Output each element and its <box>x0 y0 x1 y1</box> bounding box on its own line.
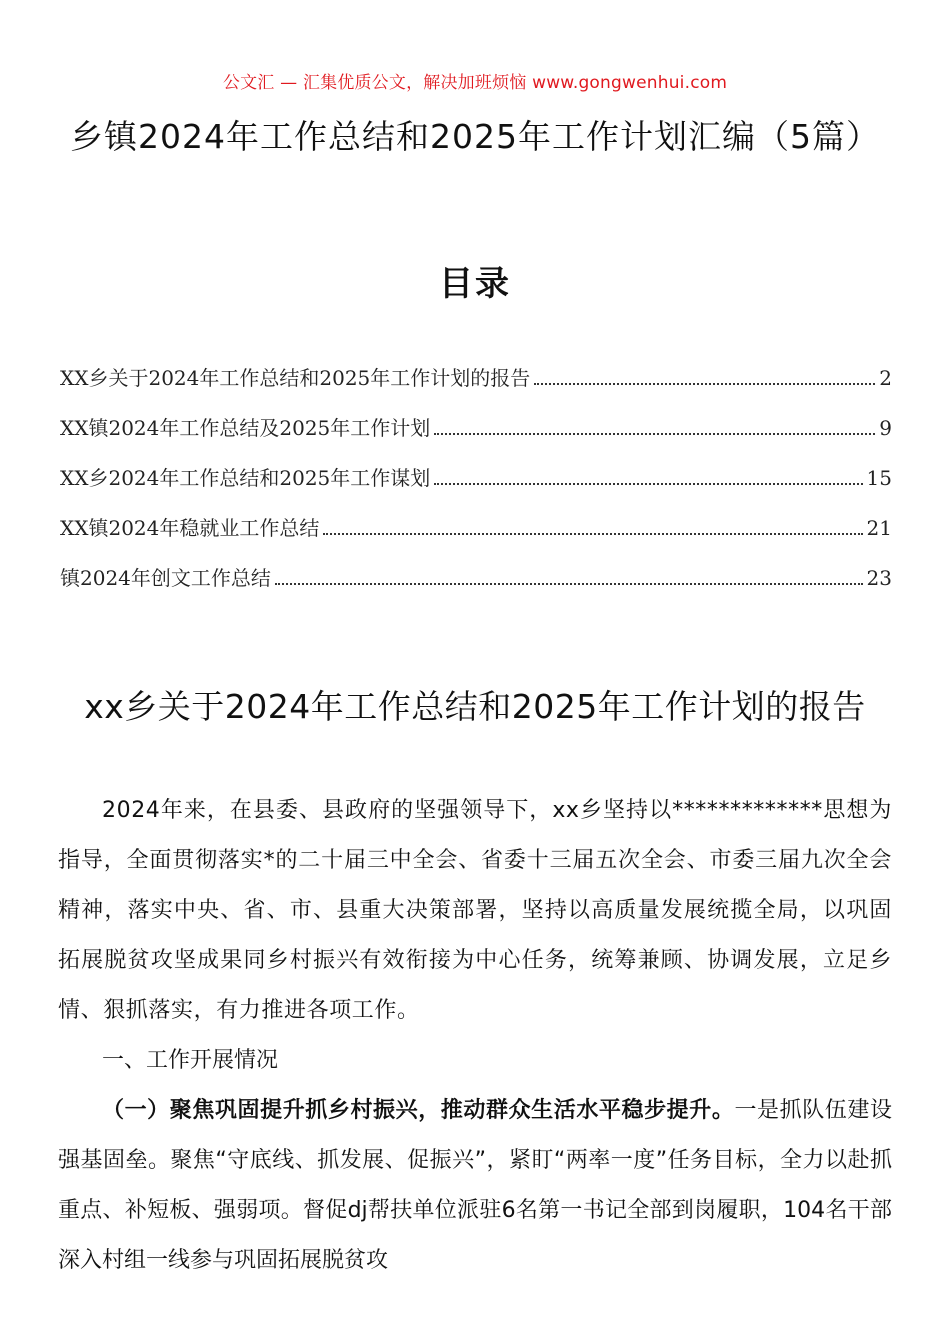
section-title: xx乡关于2024年工作总结和2025年工作计划的报告 <box>84 687 866 726</box>
document-title: 乡镇2024年工作总结和2025年工作计划汇编（5篇） <box>70 117 880 156</box>
toc-leader-dots <box>323 532 862 535</box>
header-banner[interactable]: 公文汇 — 汇集优质公文，解决加班烦恼 www.gongwenhui.com <box>222 73 728 93</box>
toc-entry-page: 2 <box>879 366 892 390</box>
toc-leader-dots <box>534 382 875 385</box>
toc-heading: 目录 <box>439 264 511 304</box>
toc-entry-title: XX乡关于2024年工作总结和2025年工作计划的报告 <box>60 366 531 390</box>
toc-entry-title: XX镇2024年工作总结及2025年工作计划 <box>60 416 431 440</box>
toc-entry-page: 23 <box>866 566 892 590</box>
toc-entry[interactable] <box>60 462 892 512</box>
table-of-contents <box>60 362 892 612</box>
toc-entry-page: 21 <box>866 516 892 540</box>
toc-entry-page: 15 <box>866 466 892 490</box>
subsection-text: 一是抓队伍建设强基固垒。聚焦“守底线、抓发展、促振兴”，紧盯“两率一度”任务目标，全力以赴抓重点、补短板、强弱项。督促dj帮扶单位派驻6名第一书记全部到岗履职，104名干部深入村组一线参与巩固拓展脱贫攻 <box>58 1098 892 1273</box>
toc-entry[interactable] <box>60 362 892 412</box>
toc-entry[interactable] <box>60 412 892 462</box>
toc-entry-title: XX乡2024年工作总结和2025年工作谋划 <box>60 466 431 490</box>
toc-entry-title: 镇2024年创文工作总结 <box>60 566 271 590</box>
toc-entry[interactable] <box>60 562 892 612</box>
section-heading: 一、工作开展情况 <box>102 1048 279 1073</box>
section-body <box>58 786 892 1286</box>
toc-leader-dots <box>434 482 862 485</box>
toc-leader-dots <box>275 582 863 585</box>
subsection-heading: （一）聚焦巩固提升抓乡村振兴，推动群众生活水平稳步提升。 <box>102 1098 735 1123</box>
toc-entry-page: 9 <box>879 416 892 440</box>
toc-entry-title: XX镇2024年稳就业工作总结 <box>60 516 320 540</box>
toc-leader-dots <box>434 432 875 435</box>
subsection-paragraph <box>58 1086 892 1286</box>
toc-entry[interactable] <box>60 512 892 562</box>
intro-paragraph: 2024年来，在县委、县政府的坚强领导下，xx乡坚持以*************思想为指导，全面贯彻落实*的二十届三中全会、省委十三届五次全会、市委三届九次全会精神，落实中央、省、市、县重大决策部署，坚持以高质量发展统揽全局，以巩固拓展脱贫攻坚成果同乡村振兴有效衔接为中心任务，统筹兼顾、协调发展，立足乡情、狠抓落实，有力推进各项工作。 <box>58 798 892 1023</box>
